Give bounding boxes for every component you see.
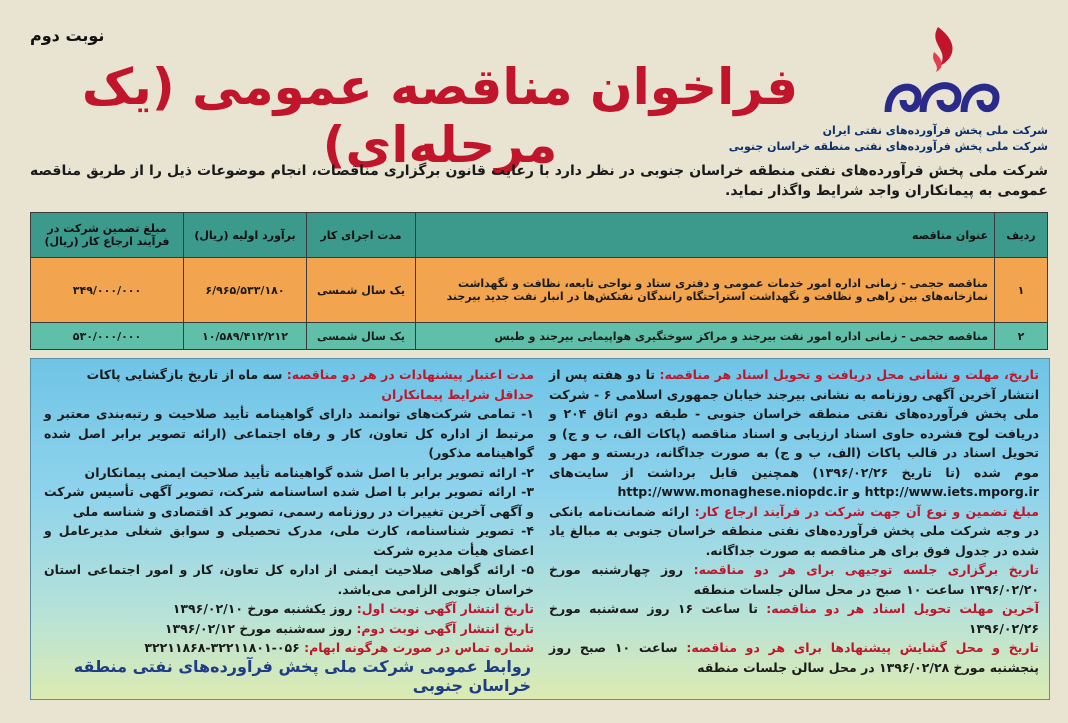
validity-label: مدت اعتبار پیشنهادات در هر دو مناقصه: xyxy=(286,367,534,382)
page-title: فراخوان مناقصه عمومی (یک مرحله‌ای) xyxy=(81,58,799,174)
org-name-national: شرکت ملی پخش فرآورده‌های نفتی ایران xyxy=(822,124,1048,137)
deadline-label: آخرین مهلت تحویل اسناد هر دو مناقصه: xyxy=(766,601,1039,616)
opening-text: ساعت ۱۰ صبح روز پنجشنبه مورخ ۱۳۹۶/۰۲/۲۸ در محل سالن جلسات منطقه xyxy=(549,640,1039,675)
documents-label: تاریخ، مهلت و نشانی محل دریافت و تحویل اسناد هر مناقصه: xyxy=(659,367,1039,382)
guarantee-text: ارائه ضمانت‌نامه بانکی در وجه شرکت ملی پخش فرآورده‌های نفتی منطقه خراسان جنوبی به مبالغ یاد شده در جدول فوق برای هر مناقصه به صورت جداگانه. xyxy=(549,503,1039,558)
briefing-paragraph xyxy=(549,560,1039,599)
contact-paragraph xyxy=(44,638,534,658)
estimate: ۱۰/۵۸۹/۴۱۲/۲۱۲ xyxy=(184,323,307,350)
requirement-item: ۵- ارائه گواهی صلاحیت ایمنی از اداره کل تعاون، کار و امور اجتماعی استان خراسان جنوبی الزامی می‌باشد. xyxy=(44,562,534,597)
duration: یک سال شمسی xyxy=(307,258,416,323)
row-number: ۱ xyxy=(995,258,1048,323)
requirements-column xyxy=(44,365,534,658)
header-estimate: برآورد اولیه (ریال) xyxy=(184,213,307,258)
deadline-text: تا ساعت ۱۶ روز سه‌شنبه مورخ ۱۳۹۶/۰۲/۲۶ xyxy=(549,601,1039,636)
schedule-column xyxy=(549,365,1039,677)
niopdc-logo-icon xyxy=(878,22,1008,122)
tender-title: مناقصه حجمی - زمانی اداره امور نفت بیرجند و مراکز سوختگیری هواپیمایی بیرجند و طبس xyxy=(416,323,995,350)
first-publication xyxy=(44,599,534,619)
table-header-row xyxy=(31,213,1048,258)
requirement-item: ۲- ارائه تصویر برابر با اصل شده گواهینامه تأیید صلاحیت ایمنی پیمانکاران xyxy=(84,464,534,480)
deadline-paragraph xyxy=(549,599,1039,638)
guarantee-label: مبلغ تضمین و نوع آن جهت شرکت در فرآیند ارجاع کار: xyxy=(694,503,1039,519)
org-name-regional: شرکت ملی پخش فرآورده‌های نفتی منطقه خراسان جنوبی xyxy=(728,140,1048,153)
requirement-item: ۳- ارائه تصویر برابر با اصل شده اساسنامه شرکت، تصویر آگهی تأسیس شرکت و آگهی آخرین تغییرات در روزنامه رسمی، تصویر کد اقتصادی و شناسه ملی xyxy=(44,484,534,519)
contact-label: شماره تماس در صورت هرگونه ابهام: xyxy=(304,640,534,655)
deposit: ۵۳۰/۰۰۰/۰۰۰ xyxy=(31,323,184,350)
public-relations-footer: روابط عمومی شرکت ملی پخش فرآورده‌های نفتی منطقه خراسان جنوبی xyxy=(73,657,531,695)
briefing-text: روز چهارشنبه مورخ ۱۳۹۶/۰۲/۲۰ ساعت ۱۰ صبح در محل سالن جلسات منطقه xyxy=(549,562,1039,597)
round-label: نوبت دوم xyxy=(30,26,105,45)
intro-paragraph: شرکت ملی پخش فرآورده‌های نفتی منطقه خراسان جنوبی در نظر دارد با رعایت قانون برگزاری مناقصات، انجام موضوعات ذیل را از طریق مناقصه عمومی به پیمانکاران واجد شرایط واگذار نماید. xyxy=(30,163,1048,199)
second-publication-label: تاریخ انتشار آگهی نوبت دوم: xyxy=(356,620,534,636)
requirement-item: ۴- تصویر شناسنامه، کارت ملی، مدرک تحصیلی و سوابق شغلی مدیرعامل و اعضای هیأت مدیره شرکت xyxy=(44,523,534,558)
table-row xyxy=(31,258,1048,323)
tender-title: مناقصه حجمی - زمانی اداره امور خدمات عمومی و دفتری ستاد و نواحی تابعه، نظافت و نگهداشت نمازخانه‌های بین راهی و نظافت و نگهداشت استراحتگاه رانندگان نفتکش‌ها در انبار نفت جدید بیرجند xyxy=(416,258,995,323)
opening-label: تاریخ و محل گشایش پیشنهادها برای هر دو مناقصه: xyxy=(686,640,1039,655)
second-publication xyxy=(44,619,534,639)
conditions-box xyxy=(30,358,1050,700)
tender-table xyxy=(30,212,1048,350)
row-number: ۲ xyxy=(995,323,1048,350)
second-publication-date: روز سه‌شنبه مورخ ۱۳۹۶/۰۲/۱۲ xyxy=(164,620,352,636)
first-publication-date: روز یکشنبه مورخ ۱۳۹۶/۰۲/۱۰ xyxy=(172,601,353,616)
header-tender-title: عنوان مناقصه xyxy=(416,213,995,258)
first-publication-label: تاریخ انتشار آگهی نوبت اول: xyxy=(356,601,534,616)
header-duration: مدت اجرای کار xyxy=(307,213,416,258)
briefing-label: تاریخ برگزاری جلسه توجیهی برای هر دو مناقصه: xyxy=(693,562,1039,577)
documents-text: تا دو هفته پس از انتشار آخرین آگهی روزنامه به نشانی بیرجند خیابان جمهوری اسلامی ۶ - شرکت ملی پخش فرآورده‌های نفتی منطقه خراسان جنوبی - طبقه دوم اتاق ۲۰۴ و دریافت لوح فشرده حاوی اسناد ارزیابی و اسناد مناقصه (پاکات الف، ب و ج) و تحویل اسناد در قالب پاکات (الف، ب و ج) به صورت جداگانه، دربسته و مهر و موم شده (تا تاریخ ۱۳۹۶/۰۲/۲۶) همچنین قابل برداشت از سایت‌های http://www.iets.mporg.ir و http://www.monaghese.niopdc.ir xyxy=(549,367,1040,499)
estimate: ۶/۹۶۵/۵۳۳/۱۸۰ xyxy=(184,258,307,323)
header-deposit: مبلغ تضمین شرکت در فرآیند ارجاع کار (ریال) xyxy=(31,213,184,258)
validity-text: سه ماه از تاریخ بازگشایی پاکات xyxy=(86,367,283,382)
table-row xyxy=(31,323,1048,350)
duration: یک سال شمسی xyxy=(307,323,416,350)
documents-paragraph xyxy=(549,365,1039,502)
requirements-heading: حداقل شرایط پیمانکاران xyxy=(381,386,534,402)
contact-number: ۰۵۶-۳۲۲۱۱۸۰۱-۳۲۲۱۱۸۶۸ xyxy=(144,640,300,655)
guarantee-paragraph xyxy=(549,502,1039,561)
deposit: ۳۴۹/۰۰۰/۰۰۰ xyxy=(31,258,184,323)
header-row-number: ردیف xyxy=(995,213,1048,258)
opening-paragraph xyxy=(549,638,1039,677)
validity-paragraph xyxy=(44,365,534,385)
requirement-item: ۱- تمامی شرکت‌های توانمند دارای گواهینامه تأیید صلاحیت و رتبه‌بندی معتبر و مرتبط از اداره کل تعاون، کار و رفاه اجتماعی (ارائه تصویر برابر اصل شده گواهینامه مذکور) xyxy=(44,406,534,460)
